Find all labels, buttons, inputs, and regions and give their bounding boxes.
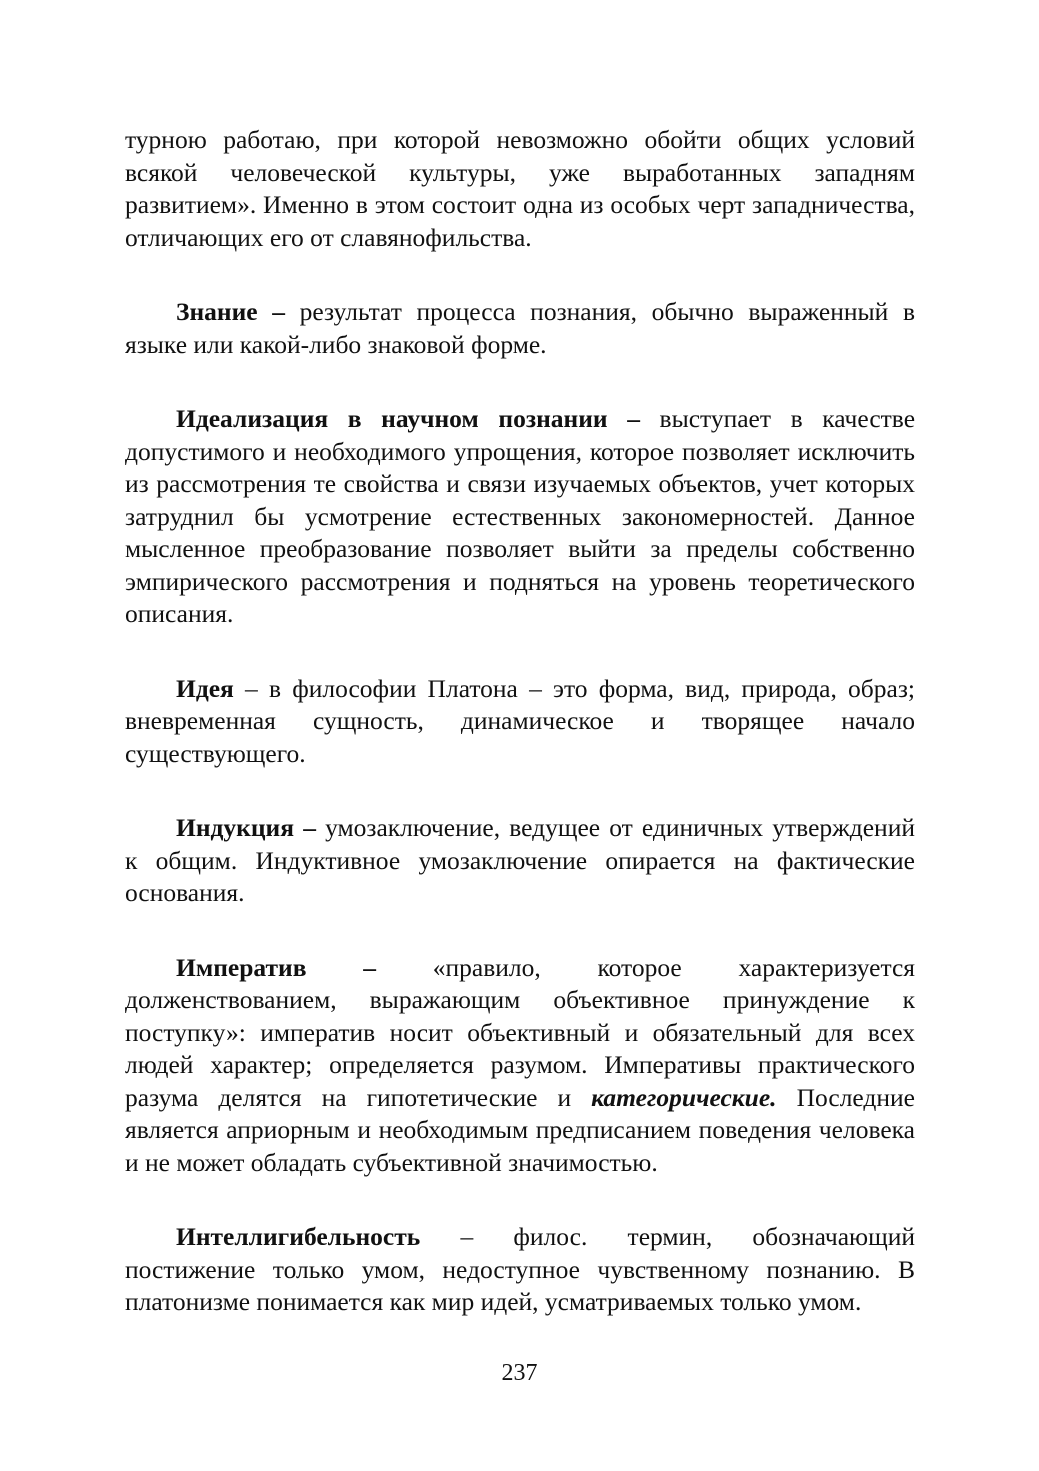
page-number: 237 (501, 1360, 538, 1386)
entry-term: Интеллигибельность (176, 1222, 421, 1251)
glossary-entry-induktsiya (125, 812, 915, 910)
entry-term: Индукция (176, 813, 295, 842)
entry-definition: результат процесса познания, обычно выраженный в языке или какой-либо знаковой форме. (125, 297, 916, 359)
entry-definition: выступает в качестве допустимого и необходимого упрощения, которое позволяет исключить из рассмотрения те свойства и связи изучаемых объектов, учет которых затруднил бы усмотрение естественных закономерностей. Данное мысленное преобразование позволяет выйти за пределы собственно эмпирического рассмотрения и подняться на уровень теоретического описания. (125, 404, 916, 628)
entry-dash: – (306, 952, 433, 982)
entry-dash: – (294, 813, 326, 842)
entry-emphasis: категорические. (591, 1082, 777, 1112)
entry-dash: – (420, 1222, 514, 1251)
glossary-entry-imperativ (125, 952, 915, 1180)
entry-dash: – (233, 673, 269, 703)
glossary-entry-znanie (125, 296, 915, 361)
entry-dash: – (607, 404, 660, 433)
entry-dash: – (257, 297, 300, 326)
page-body (125, 124, 915, 1319)
glossary-entry-intelligibelnost (125, 1221, 915, 1319)
entry-definition: умозаключение, ведущее от единичных утверждений к общим. Индуктивное умозаключение опирается на фактические основания. (125, 813, 915, 907)
entry-term: Императив (176, 952, 307, 982)
entry-term: Идея (176, 673, 234, 703)
entry-term: Знание (176, 297, 258, 326)
continuation-paragraph: турною работаю, при которой невозможно обойти общих условий всякой человеческой культуры, уже выработанных западням развитием». Именно в этом состоит одна из особых черт западничества, отличающих его от славянофильства. (125, 125, 915, 252)
entry-term: Идеализация в научном познании (176, 404, 608, 433)
glossary-entry-ideya (125, 673, 915, 771)
entry-definition-part: Последние является априорным и необходимым предписанием поведения человека и не может обладать субъективной значимостью. (125, 1082, 915, 1177)
entry-definition: в философии Платона – это форма, вид, природа, образ; вневременная сущность, динамическое и творящее начало существующего. (125, 673, 916, 768)
glossary-entry-idealizatsiya (125, 403, 915, 631)
entry-definition: филос. термин, обозначающий постижение только умом, недоступное чувственному познанию. В платонизме понимается как мир идей, усматриваемых только умом. (125, 1222, 915, 1316)
entry-definition-part: «правило, которое характеризуется долженствованием, выражающим объективное принуждение к поступку»: императив носит объективный и обязательный для всех людей характер; определяется разумом. Императивы практического разума делятся на гипотетические и (125, 952, 915, 1112)
